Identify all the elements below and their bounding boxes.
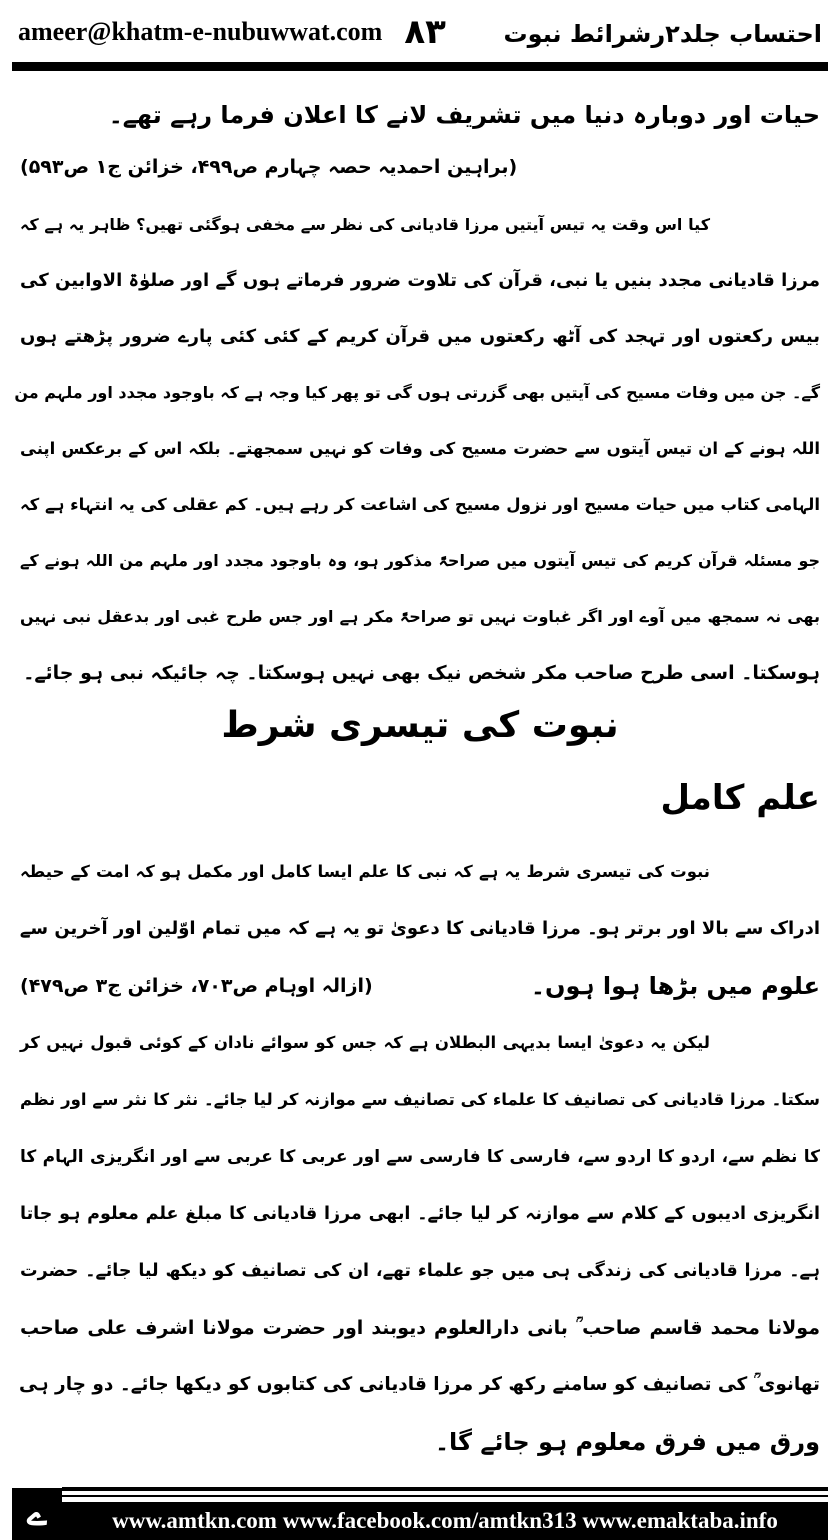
reference-citation: (ازالہ اوہام ص۷۰۳، خزائن ج۳ ص۴۷۹) xyxy=(20,975,373,997)
text-line: کا نظم سے، اردو کا اردو سے، فارسی کا فارسی سے اور عربی کا عربی سے اور انگریزی الہام کا xyxy=(20,1147,820,1167)
footer-links[interactable]: www.amtkn.com www.facebook.com/amtkn313 www.emaktaba.info xyxy=(62,1502,828,1540)
section-heading: نبوت کی تیسری شرط xyxy=(221,705,619,746)
text-line: مولانا محمد قاسم صاحب ؒ بانی دارالعلوم دیوبند اور حضرت مولانا اشرف علی صاحب xyxy=(20,1317,820,1339)
text-line: ورق میں فرق معلوم ہو جائے گا۔ xyxy=(434,1428,820,1456)
text-line: جو مسئلہ قرآن کریم کی تیس آیتوں میں صراحۃً مذکور ہو، وہ باوجود مجدد اور ملہم من اللہ ہونے کے xyxy=(20,551,820,570)
text-line: ہوسکتا۔ اسی طرح صاحب مکر شخص نیک بھی نہیں ہوسکتا۔ چہ جائیکہ نبی ہو جائے۔ xyxy=(23,662,820,684)
section-subheading: علم کامل xyxy=(660,778,820,818)
text-line: بھی نہ سمجھ میں آوے اور اگر غباوت نہیں تو صراحۃً مکر ہے اور جس طرح غبی اور بدعقل نبی نہیں xyxy=(20,607,820,626)
text-line: گے۔ جن میں وفات مسیح کی آیتیں بھی گزرتی ہوں گی تو پھر کیا وجہ ہے کہ باوجود مجدد اور ملہم من xyxy=(14,383,820,402)
header-rule xyxy=(12,62,828,71)
text-line: اللہ ہونے کے ان تیس آیتوں سے حضرت مسیح کی وفات کو نہیں سمجھتے۔ بلکہ اس کے برعکس اپنی xyxy=(20,439,820,458)
text-line: کیا اس وقت یہ تیس آیتیں مرزا قادیانی کی نظر سے مخفی ہوگئی تھیں؟ ظاہر یہ ہے کہ xyxy=(20,215,710,234)
text-line: حیات اور دوبارہ دنیا میں تشریف لانے کا اعلان فرما رہے تھے۔ xyxy=(108,101,820,129)
text-line: بیس رکعتوں اور تہجد کی آٹھ رکعتوں میں قرآن کریم کے کئی کئی پارے ضرور پڑھتے ہوں xyxy=(20,326,820,347)
text-line: الہامی کتاب میں حیات مسیح اور نزول مسیح کی اشاعت کر رہے ہیں۔ کم عقلی کی یہ انتہاء ہے کہ xyxy=(20,495,820,514)
footer-rule xyxy=(62,1487,828,1491)
text-line: ادراک سے بالا اور برتر ہو۔ مرزا قادیانی کا دعویٰ تو یہ ہے کہ میں تمام اوّلین اور آخرین سے xyxy=(19,918,820,939)
header-email[interactable]: ameer@khatm-e-nubuwwat.com xyxy=(18,17,383,46)
footer-rule xyxy=(62,1495,828,1497)
reference-citation: (براہین احمدیہ حصہ چہارم ص۴۹۹، خزائن ج۱ ص۵۹۳) xyxy=(20,156,518,178)
text-line: لیکن یہ دعویٰ ایسا بدیہی البطلان ہے کہ جس کو سوائے نادان کے کوئی قبول نہیں کر xyxy=(20,1033,710,1052)
text-line: ہے۔ مرزا قادیانی کی زندگی ہی میں جو علماء تھے، ان کی تصانیف کو دیکھ لیا جائے۔ حضرت xyxy=(20,1261,820,1281)
text-line: تھانوی ؒ کی تصانیف کو سامنے رکھ کر مرزا قادیانی کی کتابوں کو دیکھا جائے۔ دو چار ہی xyxy=(19,1374,820,1395)
text-line: انگریزی ادیبوں کے کلام سے موازنہ کر لیا جائے۔ ابھی مرزا قادیانی کا مبلغ علم معلوم ہو جاتا xyxy=(20,1204,820,1224)
footer-logo: ے xyxy=(12,1488,62,1540)
book-title: احتساب جلد۲رشرائط نبوت xyxy=(503,20,822,48)
text-line: مرزا قادیانی مجدد بنیں یا نبی، قرآن کی تلاوت ضرور فرماتے ہوں گے اور صلوٰۃ الاوابین کی xyxy=(20,270,820,291)
text-line: نبوت کی تیسری شرط یہ ہے کہ نبی کا علم ایسا کامل اور مکمل ہو کہ امت کے حیطہ xyxy=(20,862,710,881)
header-left-group xyxy=(18,12,446,52)
text-line: علوم میں بڑھا ہوا ہوں۔ xyxy=(530,972,820,1000)
page-number: ۸۳ xyxy=(404,12,446,52)
text-line: سکتا۔ مرزا قادیانی کی تصانیف کا علماء کی تصانیف سے موازنہ کر لیا جائے۔ نثر کا نثر سے اور نظم xyxy=(20,1090,820,1109)
